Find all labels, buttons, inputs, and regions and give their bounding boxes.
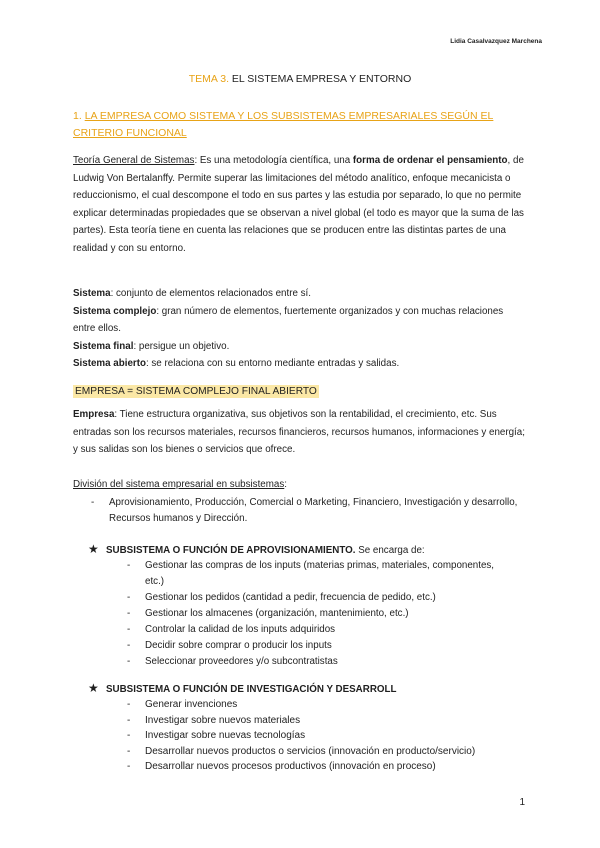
teoria-term: Teoría General de Sistemas — [73, 155, 195, 166]
section-heading-text: LA EMPRESA COMO SISTEMA Y LOS SUBSISTEMAS EMPRESARIALES SEGÚN EL CRITERIO FUNCIONAL — [73, 110, 494, 139]
page-number: 1 — [519, 797, 525, 808]
definition-sistema-complejo — [73, 303, 528, 338]
section-heading — [73, 108, 523, 142]
star-icon: ★ — [88, 542, 99, 556]
definition-sistema-final — [73, 338, 528, 356]
list-item: - Decidir sobre comprar o producir los inputs — [127, 638, 507, 654]
list-item: - Gestionar las compras de los inputs (materias primas, materiales, componentes, etc.) — [127, 558, 507, 590]
page-title — [0, 73, 600, 85]
subsistema-title: SUBSISTEMA O FUNCIÓN DE APROVISIONAMIENTO. — [106, 545, 356, 556]
list-item: - Seleccionar proveedores y/o subcontratistas — [127, 654, 507, 670]
subsistema-aprovisionamiento-heading — [88, 541, 425, 559]
empresa-paragraph — [73, 406, 528, 459]
aprovisionamiento-list — [127, 558, 507, 670]
empresa-text: : Tiene estructura organizativa, sus objetivos son la rentabilidad, el crecimiento, etc. Sus entradas son los recursos materiales, recursos financieros, recursos humanos, informaciones y energía; y sus salidas son los bienes o servicios que ofrece. — [73, 409, 525, 455]
definition-term: Sistema abierto — [73, 358, 146, 369]
definition-text: : persigue un objetivo. — [133, 340, 230, 352]
section-number: 1. — [73, 110, 85, 122]
investigacion-list — [127, 697, 527, 775]
definition-text: : se relaciona con su entorno mediante entradas y salidas. — [145, 358, 400, 369]
division-heading-text: División del sistema empresarial en subsistemas — [73, 479, 285, 490]
teoria-bold: forma de ordenar el pensamiento — [352, 155, 508, 166]
definition-text: : gran número de elementos, fuertemente organizados y con muchas relaciones entre ellos. — [73, 305, 504, 334]
title-number: TEMA 3. — [188, 73, 229, 85]
division-list — [91, 495, 521, 527]
teoria-paragraph — [73, 152, 528, 257]
teoria-text-2: , de Ludwig Von Bertalanffy. Permite superar las limitaciones del método analítico, enfoque mecanicista o reduccionismo, el cual descompone el todo en sus partes y las estudia por separado, lo que no permite explicar determinadas propiedades que se observan a nivel global (el todo es mayor que la suma de las partes). Esta teoría tiene en cuenta las relaciones que se producen entre las distintas partes de una realidad y con su entorno. — [73, 155, 524, 254]
definition-term: Sistema — [73, 288, 111, 299]
list-item: - Desarrollar nuevos procesos productivos (innovación en proceso) — [127, 759, 527, 775]
subsistema-suffix: Se encarga de: — [355, 545, 425, 556]
division-colon: : — [284, 479, 287, 490]
definition-sistema-abierto — [73, 355, 528, 373]
list-item: - Gestionar los almacenes (organización, mantenimiento, etc.) — [127, 606, 507, 622]
teoria-text-1: : Es una metodología científica, una — [194, 155, 353, 166]
definitions-block — [73, 285, 528, 373]
highlighted-equation: EMPRESA = SISTEMA COMPLEJO FINAL ABIERTO — [75, 386, 317, 397]
list-item: - Gestionar los pedidos (cantidad a pedir, frecuencia de pedido, etc.) — [127, 590, 507, 606]
division-heading — [73, 476, 528, 494]
star-icon: ★ — [88, 681, 99, 695]
definition-sistema — [73, 285, 528, 303]
list-item: - Controlar la calidad de los inputs adquiridos — [127, 622, 507, 638]
list-item: - Desarrollar nuevos productos o servicios (innovación en producto/servicio) — [127, 744, 527, 760]
definition-text: : conjunto de elementos relacionados entre sí. — [110, 288, 311, 299]
empresa-term: Empresa — [73, 409, 115, 420]
definition-term: Sistema final — [73, 340, 134, 352]
list-item: - Generar invenciones — [127, 697, 527, 713]
author-name: Lidia Casalvazquez Marchena — [450, 38, 542, 45]
title-text: EL SISTEMA EMPRESA Y ENTORNO — [229, 73, 412, 85]
list-item: - Investigar sobre nuevos materiales — [127, 713, 527, 729]
list-item: - Investigar sobre nuevas tecnologías — [127, 728, 527, 744]
subsistema-investigacion-heading — [88, 680, 397, 698]
list-item: - Aprovisionamiento, Producción, Comercial o Marketing, Financiero, Investigación y desarrollo, Recursos humanos y Dirección. — [91, 495, 521, 527]
definition-term: Sistema complejo — [73, 305, 157, 317]
subsistema-title: SUBSISTEMA O FUNCIÓN DE INVESTIGACIÓN Y DESARROLL — [106, 684, 397, 695]
